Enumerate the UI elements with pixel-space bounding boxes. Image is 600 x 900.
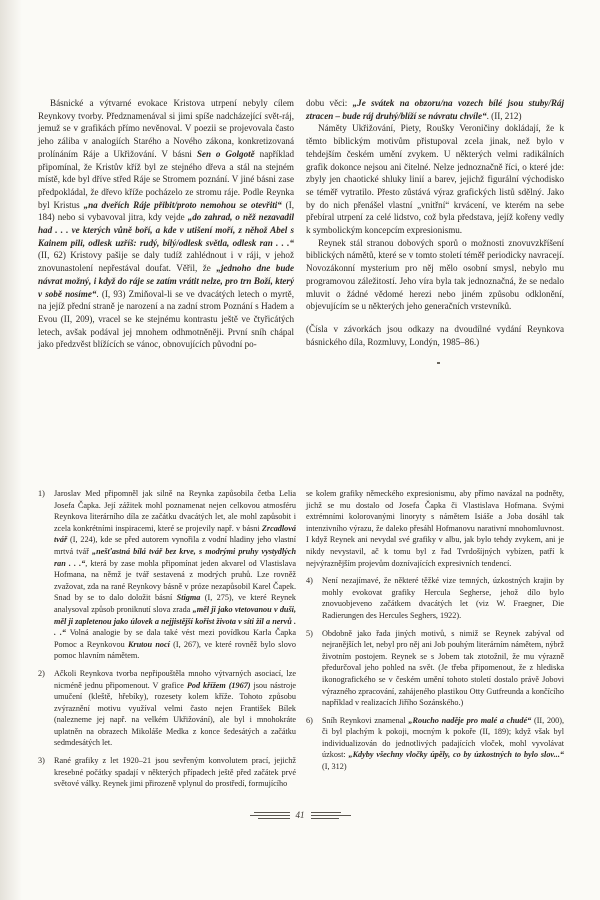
text-run: dobu věci:	[306, 98, 353, 108]
text-run: (I, 224), kde se před autorem vynořila z vodní hladiny jeho vlastní mrtvá tvář	[54, 535, 296, 556]
quoted-text: „Je svátek na obzoru/na vozech bílé jsou stuby/Ráj ztracen – bude ráj druhý/blíží se návratu chvíle“	[306, 98, 564, 121]
quoted-text: „měl ji jako vtetovanou v duši, měl ji zapletenou jako úlovek a nejjistější kořist života v síti žil a nervů . . .“	[54, 604, 296, 638]
text-run: Ačkoli Reynkova tvorba nepřipouštěla mnoho výtvarných asociací, lze nicméně jednu připomenout. V grafice	[54, 668, 296, 690]
quoted-text: „do zahrad, o něž nezavadil had . . . ve kterých vůně boří, a kde v utišení moří, z něhož Abel s Kainem pili, odlesk uzříš: rudý, bílý/odlesk světla, odlesk ran . . .“	[38, 212, 294, 248]
footnote	[306, 628, 564, 709]
folio-ornament-right	[311, 812, 351, 819]
page-gutter-shadow	[0, 0, 22, 900]
text-run: (I, 312)	[322, 762, 347, 772]
main-text-left-column	[38, 97, 294, 351]
footnote-continuation	[306, 488, 564, 569]
footnote	[38, 755, 296, 790]
footnote-number: 5)	[306, 628, 313, 638]
quoted-text: „Kdyby všechny vločky úpěly, co by úzkostných to bylo slov...“	[348, 750, 564, 760]
footnotes-right-column	[306, 488, 564, 779]
text-run: , která by zase mohla připomínat jeden akvarel od Vlastislava Hofmana, na němž je tvář sestavená z modrých pruhů. Lze rovněž zvažovat, zda na rané Reynkovy básně v próze nezapůsobil Karel Čapek. Snad by se to dalo doložit básní	[54, 558, 296, 603]
paragraph	[306, 122, 564, 236]
text-run: Náměty Ukřižování, Piety, Roušky Veroničiny dokládají, že k těmto biblickým motivům přistupoval zcela jinak, než bylo v tehdejším českém umění zvykem. U některých velmi radikálních grafik dokonce nejsou ani čitelné. Nelze jednoznačně říci, o které jde: zbyly jen chaotické shluky linií a barev, jejichž figurální východisko se téměř vytratilo. Přesto zůstává výraz grafických listů sdělný. Jako by do nich přenášel vlastní „vnitřní“ krvácení, ve kterém na sebe přebíral utrpení za celé lidstvo, což byla představa, jejíž kořeny vedly k symbolickým koncepcím expresionismu.	[306, 123, 564, 236]
page-folio	[230, 809, 370, 821]
footnote-number: 3)	[38, 756, 45, 766]
text-run: Rané grafiky z let 1920–21 jsou sevřeným konvolutem prací, jejichž kresebné počátky spadají v některých případech ještě před začátek prvé světové války. Reynek jimi přirozeně vplynul do prostředí, formujícího	[54, 756, 296, 789]
ink-mark	[437, 362, 440, 364]
footnote	[306, 575, 564, 621]
quoted-text: „na dveřích Ráje přibit/proto nemohou se otevřiti“	[83, 199, 282, 210]
text-run: (II, 200), či byl plachým k pokoji, mocným k pokoře (II, 189); když však byl individualizován do jednotlivých padajících vloček, mohl vyvolávat úzkost:	[322, 715, 564, 760]
quoted-text: Zrcadlová tvář	[54, 523, 296, 545]
footnotes-left-column	[38, 488, 296, 796]
paragraph	[306, 237, 564, 313]
quoted-text: „jednoho dne bude návrat možný, i když do ráje se zatím vrátit nelze, pro trn Boží, který v sobě nosíme“	[38, 263, 294, 299]
footnote-number: 1)	[38, 489, 45, 498]
quoted-text: Pod křížem (1967)	[186, 680, 251, 690]
text-run: například připomínal, že Kristův kříž byl ze stejného dřeva a stál na stejném místě, kde byl dříve střed Ráje se Stromem poznání. V jiné básni zase předpokládal, že dřevo kříže pocházelo ze stromu ráje. Podle Reynka byl Kristus	[38, 148, 294, 210]
footnote-number: 2)	[38, 668, 45, 678]
quoted-text: „Roucho naděje pro malé a chudé“	[408, 715, 532, 725]
text-run: (II, 62) Kristovy pašije se daly tudíž zahlédnout i v ráji, v jehož znovunastolení nepřestával doufat. Věřil, že	[38, 250, 294, 274]
text-run: Jaroslav Med připomněl jak silně na Reynka zapůsobila četba Lelia Josefa Čapka. Její zážitek mohl poznamenat nejen celkovou atmosféru Reynkova literárního díla ze začátku dvacátých let, ale mohl zapůsobit i zcela konkrétními inspiracemi, které se projevily např. v básni	[54, 489, 296, 533]
footnote-number: 6)	[306, 715, 313, 725]
text-run: Volná analogie by se dala také vést mezi povídkou Karla Čapka Pomoc a Reynkovou	[54, 628, 297, 649]
text-run: . (II, 212)	[486, 110, 522, 121]
main-text-right-column	[306, 97, 564, 348]
text-run: . (I, 93) Zmiňoval-li se ve dvacátých letech o myrtě, na jejíž přední straně je narození a na zadní strom Poznání s Hadem a Evou (II, 209), vracel se ke stejnému kontrastu ještě ve čtyřicátých letech, avšak podával jej mnohem odhmotněněji. První sníh chápal jako předzvěst blížících se vánoc, obnovujících původní po-	[38, 288, 294, 350]
text-run: Básnické a výtvarné evokace Kristova utrpení nebyly cílem Reynkovy tvorby. Předznamenával si jimi spíše nadcházející svět-ráj, jemuž se v grafikách přímo nevěnoval. V poezii se projevovala často jeho záliba v analogiích Starého a Nového zákona, konkretizovaná prolínáním Ráje a Ukřižování. V básni	[38, 98, 294, 159]
paragraph	[38, 97, 294, 351]
page-number: 41	[295, 810, 305, 820]
folio-ornament-left	[250, 812, 290, 819]
quoted-text: „nešťastná bílá tvář bez krve, s modrými pruhy vystydlých ran . . .“	[54, 546, 296, 568]
quoted-text: Stigma	[176, 593, 201, 603]
text-run: Není nezajímavé, že některé těžké vize temných, úzkostných krajin by mohly evokovat grafiky Hercula Segherse, jehož dílo bylo znovuobjeveno začátkem dvacátých let (viz W. Fraegner, Die Radierungen des Hercules Seghers, 1922).	[322, 576, 564, 620]
quoted-text: Sen o Golgotě	[196, 148, 255, 159]
quoted-text: Krutou nocí	[127, 639, 170, 649]
paragraph	[306, 97, 564, 122]
text-run: jsou nástroje umučení (kleště, hřebíky), rozesety kolem kříže. Tohoto způsobu zvýraznění motivu využíval velmi často nejen František Bílek (nalezneme jej např. na velkém Ukřižování), ale byl i mnohokráte uplatněn na obrazech Mikoláše Medka z konce šedesátých a začátku sedmdesátých let.	[54, 680, 296, 748]
editorial-note: (Čísla v závorkách jsou odkazy na dvoudílné vydání Reynkova básnického díla, Rozmluvy, Londýn, 1985–86.)	[306, 323, 564, 347]
footnote	[38, 668, 296, 749]
text-run: (I, 184) nebo si vybavoval jitra, kdy vejde	[38, 199, 295, 223]
footnote-number: 4)	[306, 576, 313, 586]
footnote	[38, 488, 296, 662]
text-run: Obdobně jako řada jiných motivů, s nimiž se Reynek zabýval od nejranějších let, nebyl pro něj ani Job pouhým literárním námětem, nýbrž životním postojem. Reynek se s Jobem tak ztotožnil, že mu výrazně předurčoval jeho pohled na svět. (Je třeba připomenout, že z hlediska ikonografického se v českém umění tohoto století dostalo právě Jobovi výrazného zpracování, zahájeného plastikou Otty Gutfreunda a končícího například v realizacích Jiřího Sozánského.)	[322, 628, 564, 708]
text-run: (I, 267), ve které rovněž bylo slovo pomoc hlavním námětem.	[54, 639, 296, 661]
footnote	[306, 715, 564, 773]
text-run: se kolem grafiky německého expresionismu, aby přímo navázal na podněty, jichž se mu dostalo od Josefa Čapka či Vlastislava Hofmana. Svými extrémními kolorovanými linoryty s námětem Isiáše a Joba dosáhl tak intenzivního výrazu, že daleko přesáhl Hofmanovu narativní mnohomluvnost. I když Reynek ani nevydal své grafiky v albu, jak bylo tehdy zvykem, ani je nikdy nevystavil, ač k tomu byl z řad Tvrdošíjných vybízen, patří k nejvýraznějším projevům doznívajících expresivních tendencí.	[306, 489, 564, 568]
text-run: Reynek stál stranou dobových sporů o možnosti znovuvzkříšení biblických námětů, které se v tomto století téměř periodicky navracejí. Novozákonní mysterium pro něj mělo osobní smysl, nebylo mu programovou záležitostí. Jeho víra byla tak jednoznačná, že se nedalo mluvit o žádné vědomé herezi nebo jiném způsobu odklonění, objevujícím se u některých jeho generačních vrstevníků.	[306, 237, 564, 312]
text-run: Sníh Reynkovi znamenal	[322, 715, 409, 725]
text-run: (I, 275), ve které Reynek analysoval způsob proniknutí slova zrada	[54, 593, 296, 614]
